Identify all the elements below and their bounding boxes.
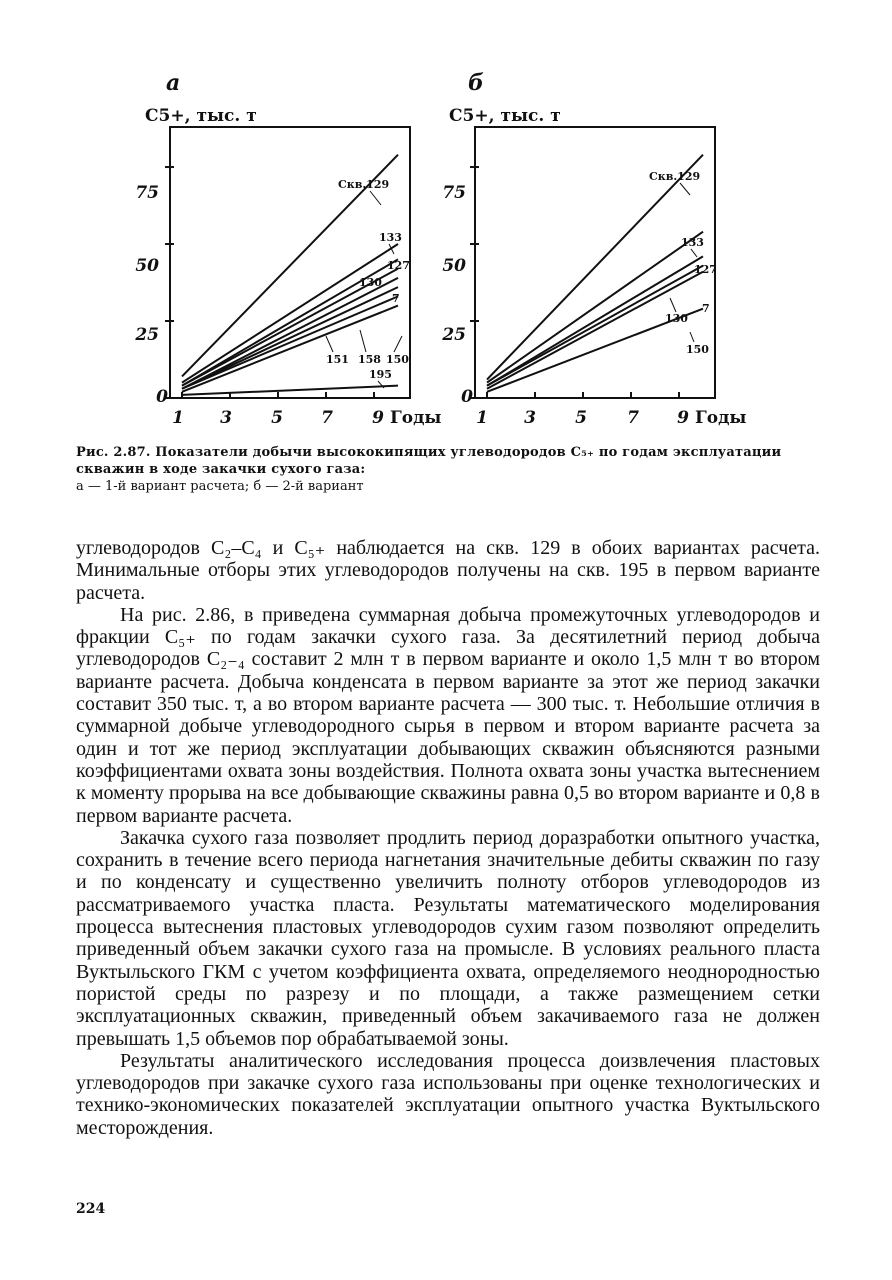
series-label: 7 (392, 292, 400, 305)
x-tick-label: 3 (220, 408, 232, 428)
panel-b-xlabel: Годы (695, 408, 747, 428)
panel-b-ylabel: C5+, тыс. т (449, 106, 561, 126)
series-label: 127 (694, 263, 717, 276)
panel-a-ylabel: C5+, тыс. т (145, 106, 257, 126)
panel-a-xlabel: Годы (390, 408, 442, 428)
chart-panel-b (441, 70, 746, 428)
x-tick-label: 1 (476, 408, 488, 428)
series-label: 195 (369, 368, 392, 381)
series-line (487, 232, 703, 383)
y-tick-label: 75 (442, 183, 466, 203)
x-tick-label: 7 (627, 408, 639, 428)
y-tick-label: 50 (442, 256, 466, 276)
figure-2-87 (0, 0, 892, 440)
panel-a-yticks (134, 183, 168, 407)
series-line (182, 287, 398, 389)
series-line (487, 266, 703, 386)
panel-b-yticks (441, 183, 473, 407)
leader-line (326, 336, 333, 352)
paragraph: На рис. 2.86, в приведена суммарная добыча промежуточных углеводородов и фракции C₅₊ по годам закачки сухого газа. За десятилетний период добыча углеводородов C₂₋₄ составит 2 млн т в первом варианте и около 1,5 млн т во втором варианте расчета. Добыча конденсата в первом варианте за этот же период закачки составит 350 тыс. т, а во втором варианте расчета — 300 тыс. т. Небольшие отличия в суммарной добыче углеводородного сырья в первом и втором варианте расчета за один и тот же период эксплуатации добывающих скважин объясняются разными коэффициентами охвата зоны воздействия. Полнота охвата зоны участка вытеснением к моменту прорыва на все добывающие скважины равна 0,5 во втором варианте и 0,8 в первом варианте расчета. (76, 603, 820, 827)
panel-b-label: б (468, 70, 484, 96)
series-label: 133 (379, 231, 402, 244)
leader-line (370, 191, 381, 205)
series-label: 130 (359, 276, 382, 289)
x-tick-label: 5 (575, 408, 587, 428)
leader-line (680, 183, 690, 195)
series-label: 7 (702, 302, 710, 315)
y-tick-label: 75 (135, 183, 159, 203)
x-tick-label: 1 (172, 408, 184, 428)
page-number: 224 (76, 1201, 106, 1217)
series-label: 150 (386, 353, 409, 366)
chart-panel-a (134, 70, 441, 428)
figure-caption (76, 444, 820, 495)
series-label: 130 (665, 312, 688, 325)
panel-b-frame (475, 127, 715, 398)
paragraph: углеводородов C₂–C₄ и C₅₊ наблюдается на скв. 129 в обоих вариантах расчета. Минимальные отборы этих углеводородов получены на скв. 195 в первом варианте расчета. (76, 537, 820, 604)
series-label: 158 (358, 353, 381, 366)
panel-b-lines (470, 155, 703, 398)
x-tick-label: 5 (271, 408, 283, 428)
paragraph: Закачка сухого газа позволяет продлить период доразработки опытного участка, сохранить в течение всего периода нагнетания значительные дебиты скважин по газу и по конденсату и существенно увеличить полноту отборов углеводородов из рассматриваемого участка пласта. Результаты математического моделирования процесса вытеснения пластовых углеводородов сухим газом позволяют определить приведенный объем закачки сухого газа на промысле. В условиях реального пласта Вуктыльского ГКМ с учетом коэффициента охвата, определяемого неоднородностью пористой среды по разрезу и по площади, а также размещением сетки эксплуатационных скважин, приведенный объем закачиваемого газа не должен превышать 1,5 объемов пор обрабатываемой зоны. (76, 826, 820, 1050)
series-line (487, 272, 703, 389)
y-tick-label: 0 (461, 387, 473, 407)
x-tick-label: 9 (677, 408, 689, 428)
leader-line (670, 298, 676, 312)
caption-title: Рис. 2.87. Показатели добычи высококипящих углеводородов C₅₊ по годам эксплуатации скважин в ходе закачки сухого газа: (76, 445, 782, 477)
series-label: 127 (387, 259, 410, 272)
leader-line (690, 332, 694, 342)
x-tick-label: 3 (524, 408, 536, 428)
series-label: 150 (686, 343, 709, 356)
series-line (182, 386, 398, 395)
panel-a-label: а (166, 70, 181, 96)
paragraph: Результаты аналитического исследования процесса доизвлечения пластовых углеводородов при закачке сухого газа использованы при оценке технологических и технико-экономических показателей эксплуатации опытного участка Вуктыльского месторождения. (76, 1049, 820, 1139)
y-tick-label: 25 (442, 325, 466, 345)
leader-line (691, 249, 697, 257)
panel-a-xticks (172, 408, 441, 428)
y-tick-label: 50 (135, 256, 159, 276)
series-label: Скв.129 (338, 178, 390, 191)
y-tick-label: 25 (135, 325, 159, 345)
x-tick-label: 7 (321, 408, 333, 428)
x-tick-label: 9 (372, 408, 384, 428)
caption-legend: а — 1-й вариант расчета; б — 2-й вариант (76, 479, 364, 494)
series-line (487, 155, 703, 380)
leader-line (394, 336, 402, 352)
panel-b-xticks (476, 408, 746, 428)
series-label: 133 (681, 236, 704, 249)
y-tick-label: 0 (156, 387, 168, 407)
series-label: 151 (326, 353, 349, 366)
series-label: Скв.129 (649, 170, 701, 183)
body-text (76, 537, 820, 1139)
series-line (182, 278, 398, 389)
leader-line (360, 330, 366, 352)
